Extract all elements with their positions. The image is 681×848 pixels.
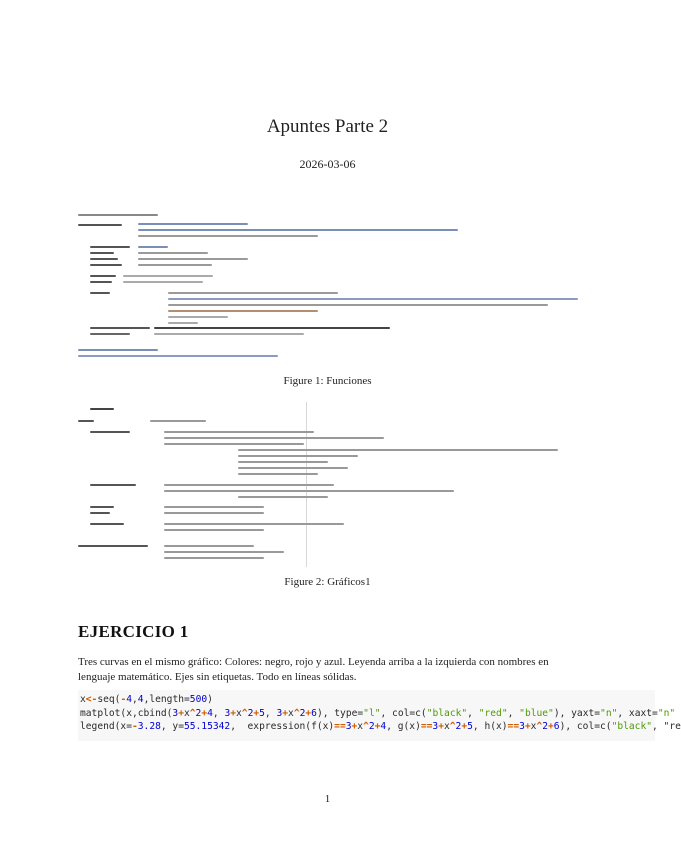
fig1-text: [168, 310, 318, 312]
fig2-text: [78, 545, 148, 547]
figure-1-caption: Figure 1: Funciones: [283, 375, 372, 387]
fig2-text: [164, 529, 264, 531]
fig2-text: [164, 545, 254, 547]
fig1-text: [138, 246, 168, 248]
fig1-rule: [78, 214, 158, 216]
fig2-text: [238, 496, 328, 498]
fig2-text: [164, 551, 284, 553]
fig1-text: [168, 304, 548, 306]
fig1-text: [154, 327, 390, 329]
fig1-text: [138, 229, 458, 231]
fig2-text: [164, 512, 264, 514]
document-date: 2026-03-06: [299, 157, 356, 171]
fig1-text: [90, 281, 112, 283]
fig2-text: [164, 490, 454, 492]
fig1-text: [138, 264, 212, 266]
fig2-text: [164, 557, 264, 559]
document-title: Apuntes Parte 2: [266, 116, 389, 137]
fig1-text: [78, 355, 278, 357]
fig2-text: [164, 523, 344, 525]
fig2-text: [90, 506, 114, 508]
fig2-text: [90, 484, 136, 486]
fig1-text: [78, 224, 122, 226]
fig1-text: [138, 235, 318, 237]
fig2-text: [164, 437, 384, 439]
fig1-text: [90, 246, 130, 248]
fig1-text: [168, 322, 198, 324]
fig1-text: [138, 223, 248, 225]
fig1-text: [90, 327, 150, 329]
fig2-text: [150, 420, 206, 422]
fig2-text: [164, 443, 304, 445]
fig1-text: [90, 258, 118, 260]
figure-1-image: [78, 208, 578, 358]
section-paragraph: Tres curvas en el mismo gráfico: Colores: negro, rojo y azul. Leyenda arriba a la izquierda con nombres en lenguaje matemático. Ejes sin etiquetas. Todo en líneas sólidas.: [78, 656, 549, 683]
fig2-text: [238, 455, 358, 457]
fig2-text: [238, 449, 558, 451]
fig1-text: [138, 252, 208, 254]
fig1-text: [90, 292, 110, 294]
fig2-text: [90, 512, 110, 514]
fig1-text: [154, 333, 304, 335]
fig2-text: [78, 420, 94, 422]
fig1-text: [90, 252, 114, 254]
fig2-text: [164, 506, 264, 508]
code-block: [78, 690, 681, 741]
figure-2-caption: Figure 2: Gráficos1: [284, 576, 371, 588]
fig1-text: [168, 292, 338, 294]
code-line-1: x<-seq(-4,4,length=500): [80, 694, 213, 705]
fig2-text: [238, 473, 318, 475]
fig2-text: [164, 431, 314, 433]
fig1-text: [90, 333, 130, 335]
figure-2-image: [78, 402, 578, 567]
code-line-2: matplot(x,cbind(3+x^2+4, 3+x^2+5, 3+x^2+6), type="l", col=c("black", "red", "blue"), yaxt="n", xaxt="n": [80, 707, 676, 719]
fig1-text: [78, 349, 158, 351]
fig1-text: [90, 275, 116, 277]
page-number: 1: [324, 793, 331, 805]
fig2-text: [164, 484, 334, 486]
fig2-text: [238, 467, 348, 469]
fig1-text: [168, 316, 228, 318]
section-heading: EJERCICIO 1: [78, 622, 189, 641]
fig1-text: [123, 281, 203, 283]
fig2-text: [238, 461, 328, 463]
code-line-3: legend(x=-3.28, y=55.15342, expression(f(x)==3+x^2+4, g(x)==3+x^2+5, h(x)==3+x^2+6), col=c("black", "re: [80, 721, 681, 732]
fig2-text: [90, 408, 114, 410]
fig1-text: [123, 275, 213, 277]
fig1-text: [138, 258, 248, 260]
fig2-text: [90, 431, 130, 433]
fig1-text: [168, 298, 578, 300]
fig2-text: [90, 523, 124, 525]
fig1-text: [90, 264, 122, 266]
